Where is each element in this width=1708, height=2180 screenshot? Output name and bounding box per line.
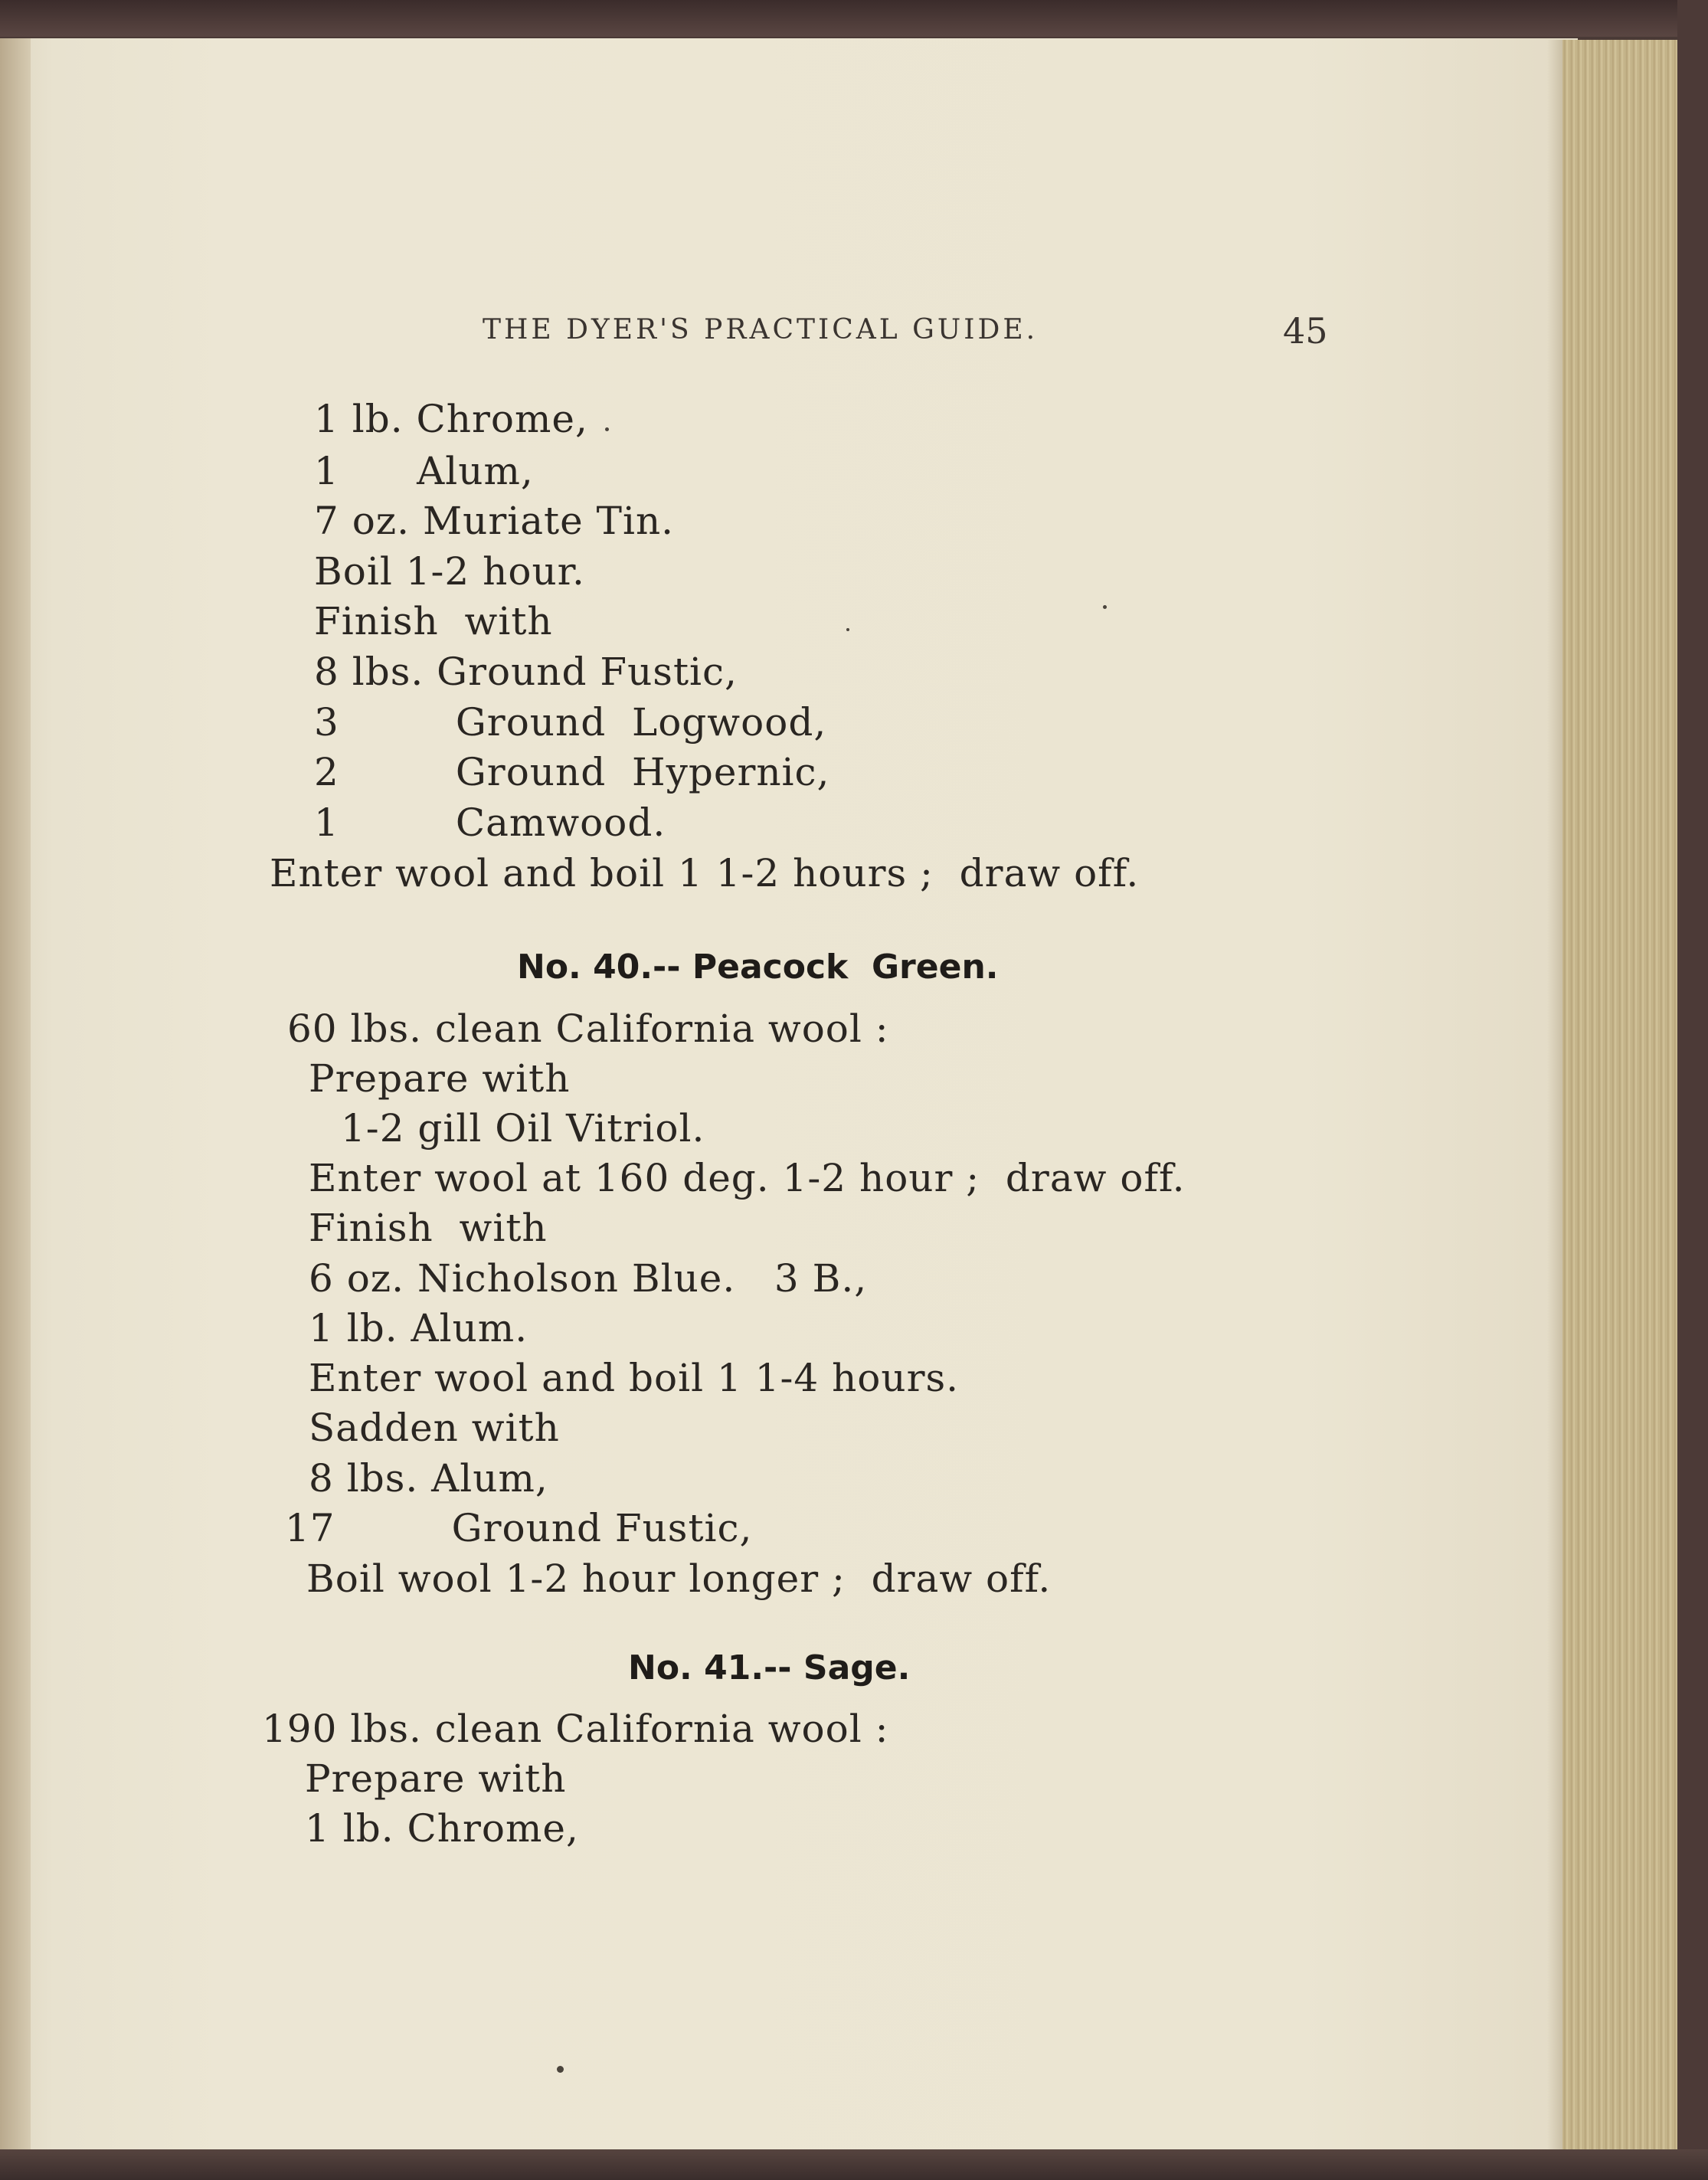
ink-speck xyxy=(846,628,849,631)
ink-speck xyxy=(557,2066,564,2073)
recipe-line: 1 Camwood. xyxy=(314,800,666,845)
recipe-line: 1 lb. Chrome, xyxy=(305,1806,579,1851)
recipe-line: 8 lbs. Alum, xyxy=(309,1456,548,1501)
page-fore-edge xyxy=(1562,40,1677,2154)
recipe-line: Finish with xyxy=(314,599,553,643)
recipe-line: Boil wool 1-2 hour longer ; draw off. xyxy=(306,1556,1052,1601)
recipe-line: 1 lb. Alum. xyxy=(309,1306,528,1350)
binding-gutter xyxy=(0,38,31,2152)
recipe-line: 1 Alum, xyxy=(314,449,534,493)
recipe-line: Prepare with xyxy=(305,1756,567,1801)
recipe-line: 17 Ground Fustic, xyxy=(285,1506,753,1550)
recipe-line: 7 oz. Muriate Tin. xyxy=(314,499,675,543)
ink-speck xyxy=(1103,605,1107,609)
recipe-line: Enter wool and boil 1 1-2 hours ; draw off. xyxy=(270,851,1140,895)
recipe-line: Sadden with xyxy=(309,1406,560,1450)
recipe-heading: No. 41.-- Sage. xyxy=(628,1648,911,1687)
book-cover-top-edge xyxy=(0,0,1708,37)
paper-page xyxy=(0,38,1578,2152)
recipe-line: Finish with xyxy=(309,1206,548,1250)
recipe-line: 60 lbs. clean California wool : xyxy=(287,1007,889,1051)
recipe-heading: No. 40.-- Peacock Green. xyxy=(517,948,999,987)
recipe-line: Enter wool at 160 deg. 1-2 hour ; draw off. xyxy=(309,1156,1186,1200)
recipe-line: Enter wool and boil 1 1-4 hours. xyxy=(309,1356,960,1400)
recipe-line: Prepare with xyxy=(309,1056,571,1101)
recipe-line: 2 Ground Hypernic, xyxy=(314,750,830,794)
recipe-line: 190 lbs. clean California wool : xyxy=(262,1707,889,1751)
page-number: 45 xyxy=(1283,310,1328,352)
running-head: THE DYER'S PRACTICAL GUIDE. xyxy=(483,314,1039,345)
ink-speck xyxy=(605,427,609,431)
recipe-line: 6 oz. Nicholson Blue. 3 B., xyxy=(309,1256,868,1301)
book-cover-bottom-edge xyxy=(0,2149,1708,2180)
recipe-line: Boil 1-2 hour. xyxy=(314,549,585,594)
book-cover-right-edge xyxy=(1677,0,1708,2180)
recipe-line: 1-2 gill Oil Vitriol. xyxy=(341,1106,705,1151)
recipe-line: 8 lbs. Ground Fustic, xyxy=(314,650,738,694)
recipe-line: 1 lb. Chrome, xyxy=(314,397,588,441)
recipe-line: 3 Ground Logwood, xyxy=(314,700,827,745)
